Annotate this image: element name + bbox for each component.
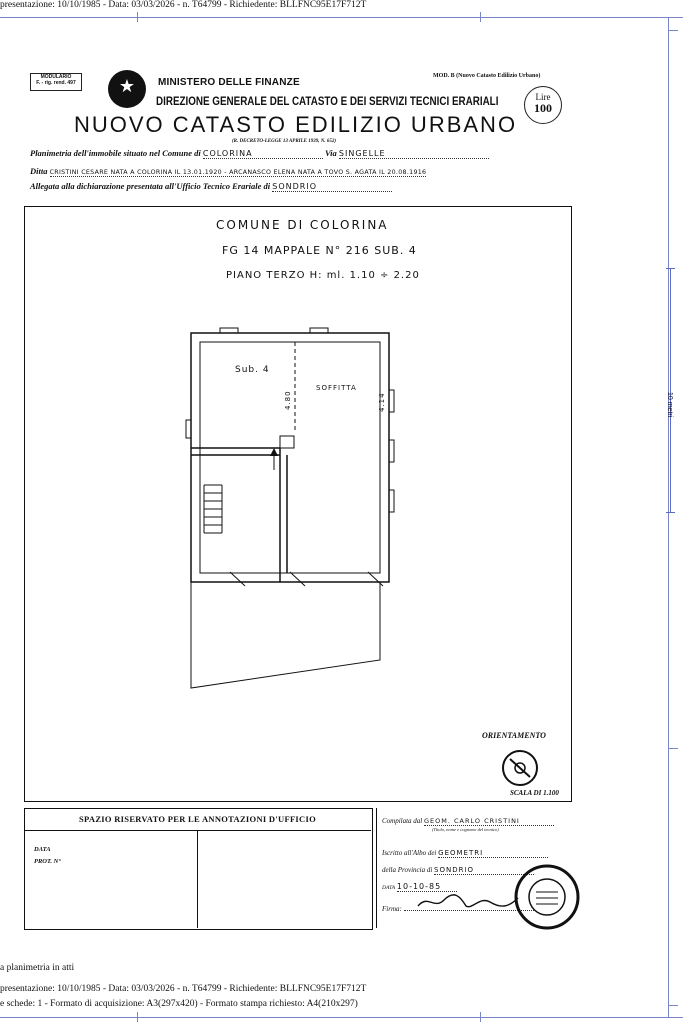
scale-label: SCALA DI 1.100: [510, 789, 559, 797]
decree-line: (R. DECRETO-LEGGE 13 APRILE 1939, N. 652): [232, 139, 337, 144]
signature-icon: [414, 892, 524, 912]
footer-line-2: e schede: 1 - Formato di acquisizione: A3(297x420) - Formato stampa richiesto: A4(210x297): [0, 999, 358, 1009]
via-value: SINGELLE: [339, 149, 489, 159]
ufficio-value: SONDRIO: [272, 182, 392, 192]
compilata-row: [382, 817, 554, 826]
iscritto-value: GEOMETRI: [438, 849, 548, 858]
compass-icon: [500, 748, 540, 788]
provincia-label: della Provincia di: [382, 866, 433, 874]
scale-bar: [670, 268, 671, 513]
compilata-sub: (Titolo, nome e cognome del tecnico): [432, 827, 499, 832]
republic-emblem: ★: [108, 70, 146, 108]
scale-bar-label: 10 metri: [666, 392, 673, 418]
crop-tick: [480, 1012, 481, 1022]
plan-outer-wall: [191, 333, 389, 582]
main-title: NUOVO CATASTO EDILIZIO URBANO: [74, 112, 518, 137]
compilata-divider: [376, 808, 377, 928]
door-swing: [368, 572, 383, 586]
orientamento-label: ORIENTAMENTO: [482, 731, 546, 740]
dimension-right: 4.14: [378, 392, 386, 412]
crop-line-bottom: [0, 1017, 683, 1018]
door-swing: [290, 572, 305, 586]
form-row-ditta: [30, 166, 426, 177]
door-swing: [230, 572, 245, 586]
annotations-data-label: DATA: [34, 846, 51, 853]
plan-inner-wall: [200, 342, 380, 573]
planimetria-label: Planimetria dell'immobile situato nel Comune di: [30, 148, 201, 158]
mod-reference: MOD. B (Nuovo Catasto Edilizio Urbano): [433, 73, 541, 79]
plan-terrace: [191, 582, 380, 688]
modulario-sub: F. - rig. rend. 497: [36, 80, 76, 86]
scale-bar-cap: [666, 268, 675, 269]
lire-stamp: [524, 86, 562, 124]
floor-plan: [170, 310, 410, 710]
direction-title: DIREZIONE GENERALE DEL CATASTO E DEI SERVIZI TECNICI ERARIALI: [156, 94, 499, 108]
crop-tick: [137, 12, 138, 22]
via-label: Via: [324, 148, 337, 158]
form-row-planimetria: [30, 148, 489, 159]
data-row: [382, 882, 457, 892]
crop-tick: [668, 748, 678, 749]
crop-line-top: [0, 17, 683, 18]
dimension-vertical: 4.80: [284, 390, 292, 410]
plan-title-piano: PIANO TERZO H: ml. 1.10 ÷ 2.20: [226, 270, 420, 281]
ministry-title: MINISTERO DELLE FINANZE: [158, 77, 300, 88]
form-row-allegata: [30, 181, 392, 192]
comune-value: COLORINA: [203, 149, 323, 159]
footer-ultima: a planimetria in atti: [0, 963, 75, 973]
data-label: DATA: [382, 885, 396, 891]
crop-tick: [668, 1005, 678, 1006]
annotations-header: SPAZIO RISERVATO PER LE ANNOTAZIONI D'UFFICIO: [24, 808, 371, 831]
modulario-box: [30, 73, 82, 91]
iscritto-row: [382, 849, 548, 858]
arrow-up-icon: [270, 448, 278, 456]
annotations-divider: [197, 830, 198, 928]
stamp-icon: [512, 862, 582, 932]
plan-title-comune: COMUNE DI COLORINA: [216, 218, 389, 232]
footer-line-1: presentazione: 10/10/1985 - Data: 03/03/2026 - n. T64799 - Richiedente: BLLFNC95E17F712T: [0, 984, 367, 994]
compilata-label: Compilata dal: [382, 817, 423, 825]
crop-line-right: [668, 17, 669, 1017]
crop-tick: [668, 30, 678, 31]
allegata-label: Allegata alla dichiarazione presentata all'Ufficio Tecnico Erariale di: [30, 181, 271, 191]
data-value: 10-10-85: [397, 882, 457, 892]
annotations-prot-label: PROT. N°: [34, 858, 61, 865]
lire-label: Lire: [535, 92, 551, 102]
firma-label: Firma:: [382, 905, 402, 913]
iscritto-label: Iscritto all'Albo dei: [382, 849, 437, 857]
plan-chimney: [280, 436, 294, 448]
room-label-soffitta: SOFFITTA: [316, 384, 357, 392]
provincia-value: SONDRIO: [434, 866, 534, 875]
ditta-value: CRISTINI CESARE NATA A COLORINA IL 13.01.1920 - ARCANASCO ELENA NATA A TOVO S. AGATA IL 20.08.1916: [49, 169, 427, 176]
scale-bar-cap: [666, 512, 675, 513]
crop-tick: [137, 1012, 138, 1022]
compilata-value: GEOM. CARLO CRISTINI: [424, 817, 554, 826]
lire-value: 100: [534, 101, 552, 115]
modulario-label: MODULARIO: [40, 74, 72, 80]
plan-title-foglio: FG 14 MAPPALE N° 216 SUB. 4: [222, 244, 417, 257]
ditta-label: Ditta: [30, 166, 48, 176]
header-line: presentazione: 10/10/1985 - Data: 03/03/2026 - n. T64799 - Richiedente: BLLFNC95E17F712T: [0, 0, 367, 10]
crop-tick: [480, 12, 481, 22]
room-label-sub: Sub. 4: [235, 365, 270, 375]
